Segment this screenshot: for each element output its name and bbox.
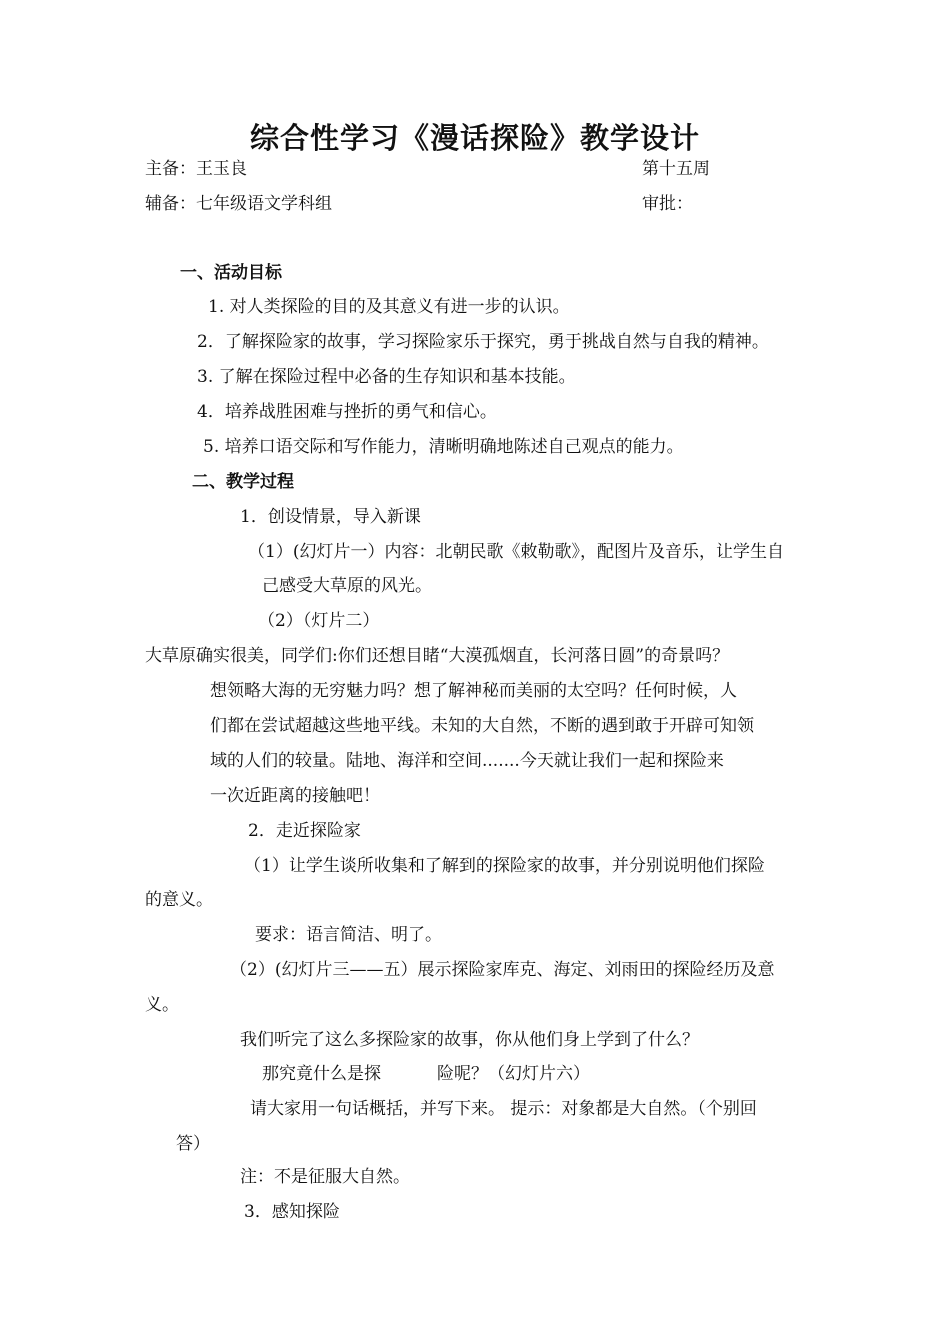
goal-item: 5. 培养口语交际和写作能力，清晰明确地陈述自己观点的能力。: [203, 437, 684, 457]
paragraph-line: 我们听完了这么多探险家的故事，你从他们身上学到了什么？: [240, 1030, 699, 1050]
week-label: 第十五周: [642, 159, 710, 179]
paragraph-line: 大草原确实很美，同学们:你们还想目睹“大漠孤烟直，长河落日圆”的奇景吗？: [145, 646, 730, 666]
goal-item: 1. 对人类探险的目的及其意义有进一步的认识。: [208, 297, 570, 317]
section-heading-process: 二、教学过程: [192, 472, 294, 492]
paragraph-line: 一次近距离的接触吧！: [210, 786, 380, 806]
step-heading: 2．走近探险家: [248, 821, 361, 841]
paragraph-line: 要求：语言简洁、明了。: [255, 925, 442, 945]
text-segment: 险呢？（幻灯片六）: [437, 1064, 590, 1084]
paragraph-line: （2）(幻灯片三——五）展示探险家库克、海定、刘雨田的探险经历及意: [230, 960, 775, 980]
paragraph-line: （1）(幻灯片一）内容：北朝民歌《敕勒歌》，配图片及音乐，让学生自: [248, 542, 784, 562]
paragraph-line: 义。: [145, 995, 179, 1015]
paragraph-line: 想领略大海的无穷魅力吗？想了解神秘而美丽的太空吗？任何时候，人: [210, 681, 737, 701]
goal-item: 4．培养战胜困难与挫折的勇气和信心。: [197, 402, 497, 422]
paragraph-line: 己感受大草原的风光。: [262, 576, 432, 596]
approval-label: 审批：: [642, 194, 693, 214]
paragraph-line: [262, 1063, 590, 1085]
paragraph-line: 们都在尝试超越这些地平线。未知的大自然，不断的遇到敢于开辟可知领: [210, 716, 754, 736]
paragraph-line: 域的人们的较量。陆地、海洋和空间.......今天就让我们一起和探险来: [210, 751, 724, 771]
paragraph-line: 的意义。: [145, 890, 213, 910]
main-preparer: 主备：王玉良: [145, 159, 247, 179]
step-heading: 1．创设情景，导入新课: [240, 507, 421, 527]
paragraph-line: 答）: [176, 1134, 210, 1154]
paragraph-line: （1）让学生谈所收集和了解到的探险家的故事，并分别说明他们探险: [244, 856, 765, 876]
step-heading: 3．感知探险: [244, 1202, 340, 1222]
goal-item: 3. 了解在探险过程中必备的生存知识和基本技能。: [197, 367, 576, 387]
text-segment: 那究竟什么是探: [262, 1064, 381, 1084]
assist-preparer: 辅备：七年级语文学科组: [145, 194, 332, 214]
paragraph-line: （2）（灯片二）: [258, 611, 380, 631]
paragraph-line: 请大家用一句话概括，并写下来。 提示：对象都是大自然。（个别回: [250, 1099, 757, 1119]
paragraph-line: 注：不是征服大自然。: [240, 1167, 410, 1187]
section-heading-goals: 一、活动目标: [180, 263, 282, 283]
goal-item: 2．了解探险家的故事，学习探险家乐于探究，勇于挑战自然与自我的精神。: [197, 332, 769, 352]
document-title: 综合性学习《漫话探险》教学设计: [249, 121, 700, 155]
